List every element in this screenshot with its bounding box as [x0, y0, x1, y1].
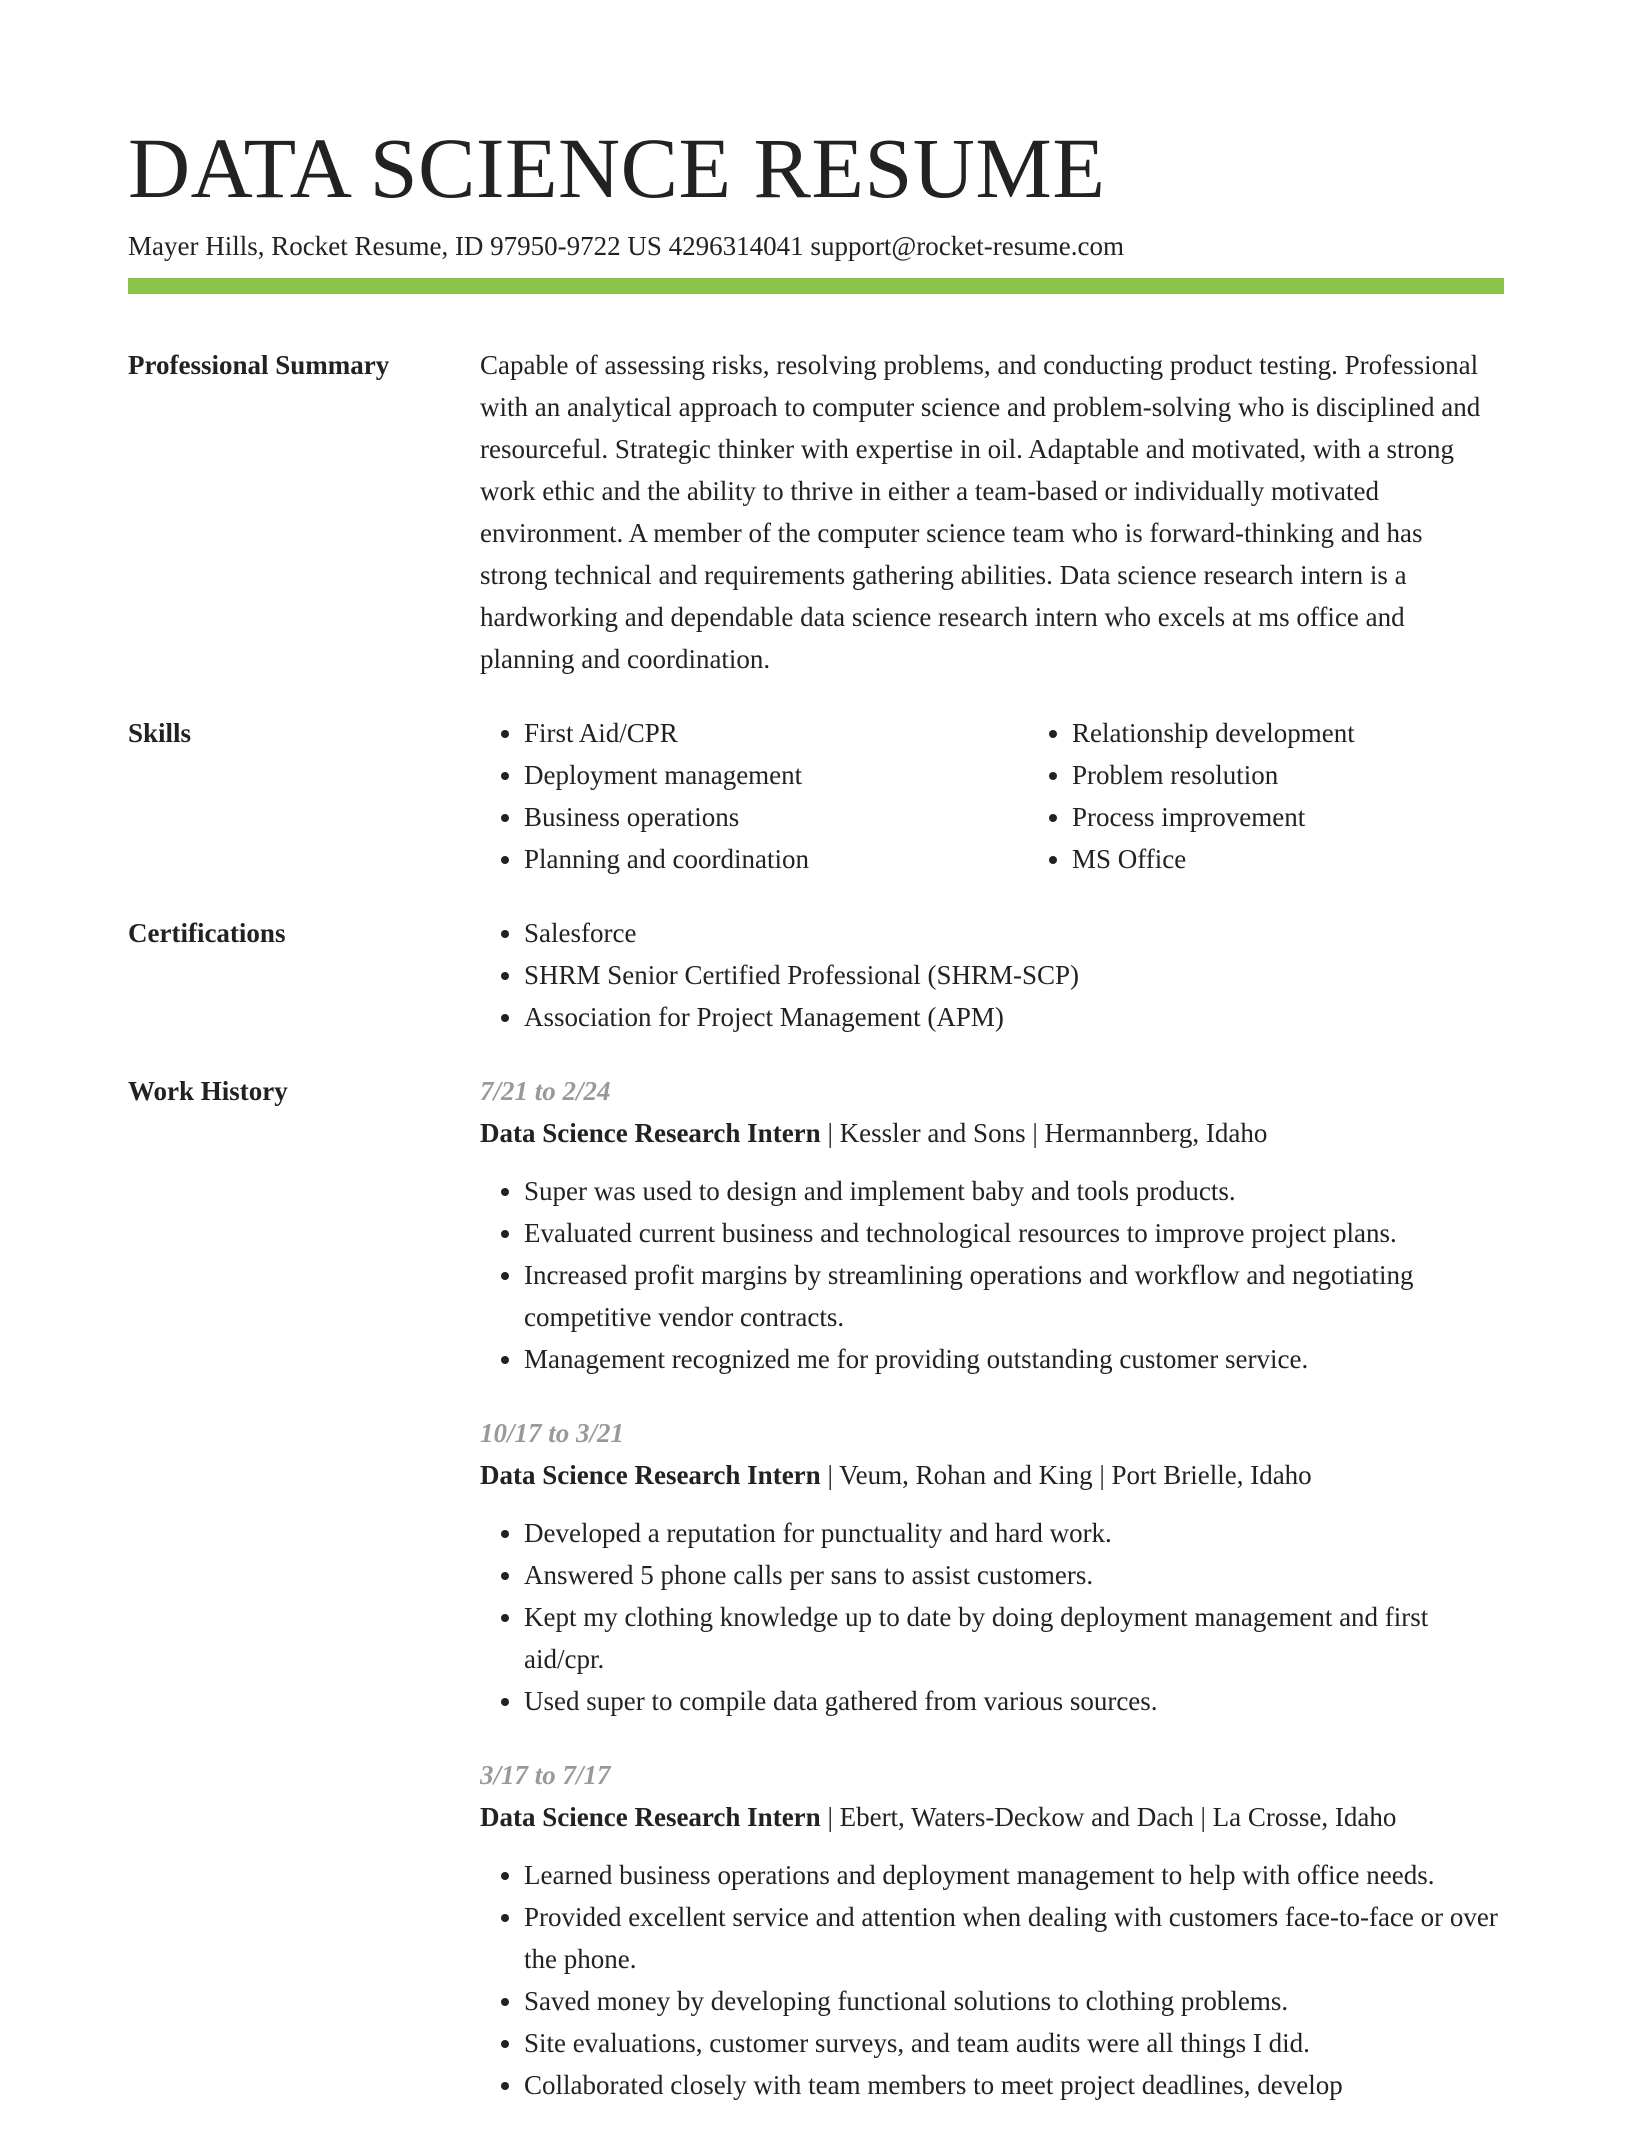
- job-bullet: • Learned business operations and deployment management to help with office needs.: [524, 1854, 1504, 1896]
- work-history-body: [480, 1070, 1504, 2138]
- summary-text: Capable of assessing risks, resolving problems, and conducting product testing. Professional with an analytical approach to computer science and problem-solving who is disciplined and resourceful. Strategic thinker with expertise in oil. Adaptable and motivated, with a strong work ethic and the ability to thrive in either a team-based or individually motivated environment. A member of the computer science team who is forward-thinking and has strong technical and requirements gathering abilities. Data science research intern is a hardworking and dependable data science research intern who excels at ms office and planning and coordination.: [480, 350, 1481, 674]
- job-dates: 7/21 to 2/24: [480, 1076, 611, 1106]
- summary-section: [128, 344, 1504, 680]
- job-heading: [480, 1796, 1504, 1838]
- job-bullet: • Provided excellent service and attention when dealing with customers face-to-face or over the phone.: [524, 1896, 1504, 1980]
- skill-item: • Problem resolution: [1072, 754, 1576, 796]
- job-bullet: • Evaluated current business and technological resources to improve project plans.: [524, 1212, 1504, 1254]
- accent-divider: [128, 278, 1504, 294]
- resume-name-heading: DATA SCIENCE RESUME: [128, 120, 1106, 216]
- job-title: Data Science Research Intern: [480, 1802, 821, 1832]
- job-employer-location: | Veum, Rohan and King | Port Brielle, Idaho: [820, 1460, 1312, 1490]
- contact-info: Mayer Hills, Rocket Resume, ID 97950-9722 US 4296314041 support@rocket-resume.com: [128, 231, 1124, 261]
- certification-item: • Association for Project Management (APM): [524, 996, 1504, 1038]
- resume-page: [128, 0, 1504, 2138]
- job-bullet: • Site evaluations, customer surveys, and team audits were all things I did.: [524, 2022, 1504, 2064]
- skills-list-left: [480, 712, 1028, 880]
- job-dates: 3/17 to 7/17: [480, 1760, 611, 1790]
- job-entry: [480, 1070, 1504, 1380]
- job-bullet: • Increased profit margins by streamlining operations and workflow and negotiating competitive vendor contracts.: [524, 1254, 1504, 1338]
- job-title: Data Science Research Intern: [480, 1460, 821, 1490]
- certifications-list: [480, 912, 1504, 1038]
- skills-columns: [480, 712, 1576, 880]
- skill-item: • Process improvement: [1072, 796, 1576, 838]
- job-bullet: • Developed a reputation for punctuality and hard work.: [524, 1512, 1504, 1554]
- job-heading: [480, 1454, 1504, 1496]
- certifications-title: Certifications: [128, 918, 286, 948]
- skills-title: Skills: [128, 718, 192, 748]
- job-bullet: • Collaborated closely with team members to meet project deadlines, develop: [524, 2064, 1504, 2106]
- skill-item: • Deployment management: [524, 754, 1028, 796]
- skill-item: • MS Office: [1072, 838, 1576, 880]
- job-bullet: • Management recognized me for providing outstanding customer service.: [524, 1338, 1504, 1380]
- job-title: Data Science Research Intern: [480, 1118, 821, 1148]
- job-entry: [480, 1412, 1504, 1722]
- certification-item: • Salesforce: [524, 912, 1504, 954]
- job-entry: [480, 1754, 1504, 2106]
- work-history-title: Work History: [128, 1076, 288, 1106]
- skill-item: • Business operations: [524, 796, 1028, 838]
- certifications-section: [128, 912, 1504, 1038]
- summary-body: [480, 344, 1504, 680]
- job-bullet: • Super was used to design and implement baby and tools products.: [524, 1170, 1504, 1212]
- skill-item: • Planning and coordination: [524, 838, 1028, 880]
- job-bullets: [480, 1170, 1504, 1380]
- job-bullet: • Used super to compile data gathered from various sources.: [524, 1680, 1504, 1722]
- job-bullets: [480, 1512, 1504, 1722]
- certifications-body: [480, 912, 1504, 1038]
- skills-list-right: [1028, 712, 1576, 880]
- job-dates: 10/17 to 3/21: [480, 1418, 625, 1448]
- skill-item: • First Aid/CPR: [524, 712, 1028, 754]
- job-heading: [480, 1112, 1504, 1154]
- skills-section: [128, 712, 1504, 880]
- job-employer-location: | Kessler and Sons | Hermannberg, Idaho: [820, 1118, 1268, 1148]
- job-bullet: • Answered 5 phone calls per sans to assist customers.: [524, 1554, 1504, 1596]
- work-history-section: [128, 1070, 1504, 2138]
- skill-item: • Relationship development: [1072, 712, 1576, 754]
- certification-item: • SHRM Senior Certified Professional (SHRM-SCP): [524, 954, 1504, 996]
- job-bullet: • Kept my clothing knowledge up to date by doing deployment management and first aid/cpr.: [524, 1596, 1504, 1680]
- summary-title: Professional Summary: [128, 350, 390, 380]
- job-bullets: [480, 1854, 1504, 2106]
- job-bullet: • Saved money by developing functional solutions to clothing problems.: [524, 1980, 1504, 2022]
- job-employer-location: | Ebert, Waters-Deckow and Dach | La Crosse, Idaho: [820, 1802, 1397, 1832]
